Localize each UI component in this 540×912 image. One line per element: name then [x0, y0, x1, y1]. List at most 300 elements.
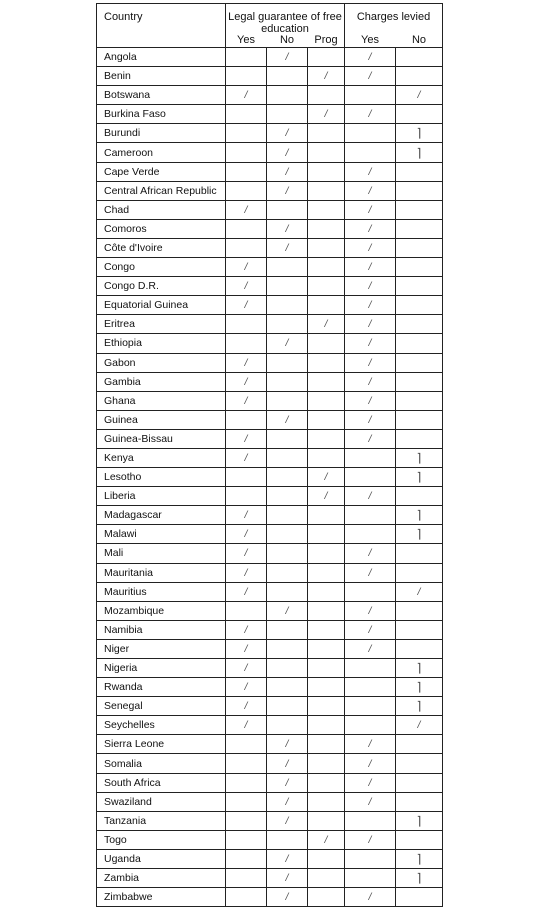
legal-no-cell — [267, 67, 308, 86]
table-row — [97, 258, 443, 277]
table-row — [97, 143, 443, 162]
charges-no-cell: / — [396, 716, 443, 735]
charges-no-cell — [396, 353, 443, 372]
country-name: Botswana — [97, 86, 226, 105]
charges-yes-cell — [345, 869, 396, 888]
charges-yes-cell: / — [345, 219, 396, 238]
legal-prog-cell — [308, 544, 345, 563]
country-name: Angola — [97, 48, 226, 67]
country-name: Guinea — [97, 410, 226, 429]
legal-no-cell — [267, 639, 308, 658]
charges-no-cell — [396, 792, 443, 811]
charges-yes-cell: / — [345, 544, 396, 563]
table-row — [97, 277, 443, 296]
charges-yes-cell — [345, 678, 396, 697]
table-row — [97, 601, 443, 620]
legal-prog-cell: / — [308, 67, 345, 86]
legal-no-cell: / — [267, 410, 308, 429]
legal-yes-cell: / — [226, 200, 267, 219]
legal-prog-cell — [308, 525, 345, 544]
legal-no-cell — [267, 429, 308, 448]
table-row — [97, 315, 443, 334]
charges-no-cell: / — [396, 582, 443, 601]
table-row — [97, 296, 443, 315]
country-name: Burundi — [97, 124, 226, 143]
charges-no-cell: ⌉ — [396, 124, 443, 143]
legal-prog-header: Prog — [314, 34, 338, 46]
country-name: Cameroon — [97, 143, 226, 162]
country-name: Rwanda — [97, 678, 226, 697]
legal-prog-cell: / — [308, 105, 345, 124]
legal-yes-cell — [226, 410, 267, 429]
legal-yes-cell: / — [226, 678, 267, 697]
charges-no-cell: ⌉ — [396, 678, 443, 697]
country-name: Mauritania — [97, 563, 226, 582]
table-row — [97, 353, 443, 372]
legal-yes-cell: / — [226, 620, 267, 639]
charges-yes-cell — [345, 143, 396, 162]
charges-yes-cell — [345, 811, 396, 830]
legal-yes-cell — [226, 219, 267, 238]
charges-yes-cell: / — [345, 48, 396, 67]
charges-yes-cell — [345, 525, 396, 544]
table-row — [97, 582, 443, 601]
country-name: Central African Republic — [97, 181, 226, 200]
charges-yes-cell: / — [345, 258, 396, 277]
legal-no-cell — [267, 697, 308, 716]
charges-yes-cell — [345, 448, 396, 467]
table-row — [97, 391, 443, 410]
table-row — [97, 697, 443, 716]
education-charges-table — [96, 3, 443, 907]
charges-yes-cell: / — [345, 773, 396, 792]
country-name: Togo — [97, 830, 226, 849]
legal-prog-cell — [308, 277, 345, 296]
legal-prog-cell: / — [308, 315, 345, 334]
legal-prog-cell — [308, 849, 345, 868]
country-name: Burkina Faso — [97, 105, 226, 124]
legal-prog-cell — [308, 888, 345, 907]
charges-yes-cell: / — [345, 888, 396, 907]
country-name: Ethiopia — [97, 334, 226, 353]
charges-yes-cell: / — [345, 181, 396, 200]
legal-prog-cell: / — [308, 468, 345, 487]
legal-yes-cell: / — [226, 716, 267, 735]
table-row — [97, 735, 443, 754]
table-header-row — [97, 4, 443, 48]
charges-no-cell — [396, 888, 443, 907]
legal-no-cell — [267, 468, 308, 487]
charges-yes-cell: / — [345, 200, 396, 219]
legal-yes-cell — [226, 735, 267, 754]
charges-yes-cell: / — [345, 735, 396, 754]
charges-no-cell — [396, 639, 443, 658]
country-name: Swaziland — [97, 792, 226, 811]
legal-prog-cell — [308, 678, 345, 697]
legal-no-cell — [267, 678, 308, 697]
charges-yes-cell — [345, 468, 396, 487]
legal-prog-cell — [308, 391, 345, 410]
charges-no-cell — [396, 200, 443, 219]
legal-yes-cell: / — [226, 258, 267, 277]
legal-yes-cell: / — [226, 639, 267, 658]
legal-guarantee-header — [226, 4, 345, 48]
table-row — [97, 48, 443, 67]
legal-prog-cell — [308, 429, 345, 448]
legal-prog-cell — [308, 716, 345, 735]
legal-prog-cell — [308, 353, 345, 372]
charges-no-cell — [396, 410, 443, 429]
country-name: Seychelles — [97, 716, 226, 735]
legal-no-cell: / — [267, 124, 308, 143]
table-row — [97, 678, 443, 697]
legal-yes-cell: / — [226, 563, 267, 582]
country-name: Lesotho — [97, 468, 226, 487]
table-row — [97, 849, 443, 868]
country-name: Somalia — [97, 754, 226, 773]
charges-yes-cell — [345, 124, 396, 143]
table-row — [97, 410, 443, 429]
legal-yes-cell — [226, 601, 267, 620]
charges-yes-cell: / — [345, 429, 396, 448]
charges-yes-cell: / — [345, 315, 396, 334]
charges-no-cell — [396, 219, 443, 238]
charges-no-cell — [396, 754, 443, 773]
legal-yes-cell: / — [226, 448, 267, 467]
legal-no-cell: / — [267, 811, 308, 830]
country-name: Mali — [97, 544, 226, 563]
legal-prog-cell — [308, 334, 345, 353]
charges-no-cell: ⌉ — [396, 448, 443, 467]
legal-yes-cell: / — [226, 277, 267, 296]
charges-yes-cell: / — [345, 639, 396, 658]
charges-yes-cell — [345, 506, 396, 525]
legal-no-cell — [267, 296, 308, 315]
legal-prog-cell — [308, 869, 345, 888]
charges-no-cell — [396, 487, 443, 506]
charges-no-cell — [396, 315, 443, 334]
legal-prog-cell — [308, 811, 345, 830]
legal-prog-cell — [308, 219, 345, 238]
country-name: Congo — [97, 258, 226, 277]
legal-yes-cell — [226, 48, 267, 67]
table-row — [97, 811, 443, 830]
country-name: Côte d'Ivoire — [97, 238, 226, 257]
charges-yes-header: Yes — [361, 34, 379, 46]
charges-no-cell — [396, 334, 443, 353]
country-name: Mauritius — [97, 582, 226, 601]
legal-yes-cell: / — [226, 544, 267, 563]
legal-yes-cell — [226, 468, 267, 487]
legal-yes-cell — [226, 143, 267, 162]
charges-no-cell: ⌉ — [396, 468, 443, 487]
table-row — [97, 105, 443, 124]
charges-yes-cell: / — [345, 563, 396, 582]
legal-prog-cell — [308, 124, 345, 143]
charges-levied-header — [345, 4, 443, 48]
legal-prog-cell — [308, 200, 345, 219]
charges-yes-cell: / — [345, 296, 396, 315]
legal-yes-cell — [226, 334, 267, 353]
charges-no-cell — [396, 372, 443, 391]
legal-prog-cell — [308, 659, 345, 678]
charges-no-cell — [396, 258, 443, 277]
legal-yes-cell: / — [226, 86, 267, 105]
table-row — [97, 219, 443, 238]
charges-yes-cell — [345, 716, 396, 735]
table-row — [97, 544, 443, 563]
legal-prog-cell — [308, 506, 345, 525]
charges-no-cell — [396, 544, 443, 563]
legal-yes-cell — [226, 849, 267, 868]
charges-no-cell — [396, 162, 443, 181]
country-name: Madagascar — [97, 506, 226, 525]
legal-no-cell — [267, 525, 308, 544]
table-row — [97, 334, 443, 353]
legal-no-cell — [267, 487, 308, 506]
table-row — [97, 487, 443, 506]
legal-prog-cell — [308, 258, 345, 277]
legal-no-cell — [267, 620, 308, 639]
charges-no-cell — [396, 830, 443, 849]
legal-no-cell: / — [267, 48, 308, 67]
charges-no-cell — [396, 563, 443, 582]
charges-no-cell: ⌉ — [396, 143, 443, 162]
table-row — [97, 372, 443, 391]
country-name: Congo D.R. — [97, 277, 226, 296]
legal-no-cell: / — [267, 238, 308, 257]
legal-no-cell: / — [267, 773, 308, 792]
charges-no-header: No — [411, 34, 427, 46]
legal-prog-cell — [308, 754, 345, 773]
legal-prog-cell: / — [308, 487, 345, 506]
legal-no-cell — [267, 86, 308, 105]
legal-prog-cell — [308, 238, 345, 257]
charges-no-cell — [396, 391, 443, 410]
country-name: Zimbabwe — [97, 888, 226, 907]
legal-yes-cell — [226, 754, 267, 773]
charges-no-cell — [396, 181, 443, 200]
charges-yes-cell: / — [345, 620, 396, 639]
legal-prog-cell — [308, 735, 345, 754]
table-row — [97, 639, 443, 658]
charges-yes-cell: / — [345, 372, 396, 391]
table-row — [97, 506, 443, 525]
legal-yes-cell: / — [226, 659, 267, 678]
charges-yes-cell — [345, 86, 396, 105]
legal-yes-cell — [226, 811, 267, 830]
charges-no-cell: / — [396, 86, 443, 105]
charges-levied-title: Charges levied — [356, 11, 431, 23]
legal-no-cell — [267, 391, 308, 410]
country-name: Gabon — [97, 353, 226, 372]
legal-prog-cell — [308, 372, 345, 391]
table-row — [97, 773, 443, 792]
legal-prog-cell — [308, 162, 345, 181]
country-name: Liberia — [97, 487, 226, 506]
legal-prog-cell — [308, 410, 345, 429]
legal-no-cell: / — [267, 888, 308, 907]
legal-yes-cell: / — [226, 429, 267, 448]
table-body — [97, 48, 443, 907]
country-name: Benin — [97, 67, 226, 86]
legal-no-header: No — [279, 34, 295, 46]
charges-yes-cell: / — [345, 391, 396, 410]
country-name: Malawi — [97, 525, 226, 544]
legal-no-cell — [267, 582, 308, 601]
legal-prog-cell — [308, 143, 345, 162]
legal-yes-cell — [226, 888, 267, 907]
legal-yes-cell — [226, 773, 267, 792]
table-row — [97, 124, 443, 143]
legal-guarantee-title: Legal guarantee of free education — [228, 11, 342, 35]
table-row — [97, 468, 443, 487]
legal-no-cell — [267, 258, 308, 277]
legal-prog-cell — [308, 563, 345, 582]
charges-yes-cell — [345, 697, 396, 716]
legal-yes-cell — [226, 67, 267, 86]
charges-yes-cell: / — [345, 277, 396, 296]
country-name: Guinea-Bissau — [97, 429, 226, 448]
table-row — [97, 86, 443, 105]
legal-prog-cell: / — [308, 830, 345, 849]
country-name: Kenya — [97, 448, 226, 467]
country-name: Namibia — [97, 620, 226, 639]
legal-yes-cell: / — [226, 506, 267, 525]
legal-no-cell — [267, 563, 308, 582]
legal-yes-cell — [226, 105, 267, 124]
charges-no-cell — [396, 735, 443, 754]
legal-no-cell — [267, 200, 308, 219]
country-name: Chad — [97, 200, 226, 219]
legal-no-cell: / — [267, 334, 308, 353]
legal-prog-cell — [308, 181, 345, 200]
charges-no-cell — [396, 105, 443, 124]
legal-yes-cell — [226, 238, 267, 257]
country-name: Cape Verde — [97, 162, 226, 181]
legal-no-cell — [267, 544, 308, 563]
charges-no-cell: ⌉ — [396, 697, 443, 716]
table-row — [97, 754, 443, 773]
charges-yes-cell: / — [345, 162, 396, 181]
legal-no-cell: / — [267, 143, 308, 162]
legal-prog-cell — [308, 620, 345, 639]
legal-no-cell: / — [267, 219, 308, 238]
legal-prog-cell — [308, 448, 345, 467]
legal-prog-cell — [308, 48, 345, 67]
legal-prog-cell — [308, 296, 345, 315]
country-name: Gambia — [97, 372, 226, 391]
legal-prog-cell — [308, 697, 345, 716]
country-name: South Africa — [97, 773, 226, 792]
legal-no-cell: / — [267, 181, 308, 200]
legal-no-cell: / — [267, 601, 308, 620]
legal-yes-cell — [226, 487, 267, 506]
table-row — [97, 429, 443, 448]
charges-no-cell — [396, 429, 443, 448]
legal-yes-cell — [226, 124, 267, 143]
legal-yes-cell: / — [226, 525, 267, 544]
legal-yes-cell: / — [226, 582, 267, 601]
charges-no-cell — [396, 238, 443, 257]
table-row — [97, 888, 443, 907]
legal-prog-cell — [308, 582, 345, 601]
legal-no-cell: / — [267, 849, 308, 868]
legal-yes-cell: / — [226, 697, 267, 716]
charges-yes-cell: / — [345, 238, 396, 257]
country-name: Sierra Leone — [97, 735, 226, 754]
charges-yes-cell: / — [345, 487, 396, 506]
charges-yes-cell: / — [345, 410, 396, 429]
table-row — [97, 448, 443, 467]
charges-no-cell — [396, 48, 443, 67]
charges-yes-cell — [345, 849, 396, 868]
legal-yes-cell — [226, 869, 267, 888]
legal-yes-cell: / — [226, 391, 267, 410]
table-row — [97, 67, 443, 86]
charges-no-cell: ⌉ — [396, 849, 443, 868]
legal-prog-cell — [308, 86, 345, 105]
table-row — [97, 792, 443, 811]
legal-yes-cell: / — [226, 372, 267, 391]
legal-no-cell — [267, 353, 308, 372]
country-name: Zambia — [97, 869, 226, 888]
charges-no-cell: ⌉ — [396, 525, 443, 544]
charges-no-cell — [396, 620, 443, 639]
charges-yes-cell: / — [345, 353, 396, 372]
country-name: Equatorial Guinea — [97, 296, 226, 315]
legal-no-cell — [267, 315, 308, 334]
charges-yes-cell — [345, 582, 396, 601]
legal-no-cell: / — [267, 162, 308, 181]
table-row — [97, 525, 443, 544]
charges-yes-cell: / — [345, 754, 396, 773]
charges-no-cell — [396, 296, 443, 315]
table-row — [97, 181, 443, 200]
legal-no-cell — [267, 716, 308, 735]
legal-prog-cell — [308, 792, 345, 811]
charges-no-cell — [396, 277, 443, 296]
country-column-header: Country — [97, 4, 226, 48]
country-name: Uganda — [97, 849, 226, 868]
country-name: Comoros — [97, 219, 226, 238]
charges-no-cell — [396, 601, 443, 620]
charges-no-cell — [396, 67, 443, 86]
legal-prog-cell — [308, 601, 345, 620]
table-row — [97, 659, 443, 678]
table-row — [97, 162, 443, 181]
legal-prog-cell — [308, 773, 345, 792]
charges-yes-cell: / — [345, 792, 396, 811]
legal-yes-cell — [226, 315, 267, 334]
legal-no-cell: / — [267, 792, 308, 811]
legal-yes-cell — [226, 181, 267, 200]
charges-no-cell — [396, 773, 443, 792]
legal-yes-cell — [226, 792, 267, 811]
legal-no-cell: / — [267, 735, 308, 754]
country-name: Mozambique — [97, 601, 226, 620]
table-row — [97, 200, 443, 219]
table-row — [97, 716, 443, 735]
legal-no-cell — [267, 506, 308, 525]
charges-yes-cell: / — [345, 830, 396, 849]
country-name: Nigeria — [97, 659, 226, 678]
table-row — [97, 563, 443, 582]
country-name: Niger — [97, 639, 226, 658]
legal-no-cell — [267, 277, 308, 296]
country-name: Eritrea — [97, 315, 226, 334]
legal-yes-cell: / — [226, 353, 267, 372]
